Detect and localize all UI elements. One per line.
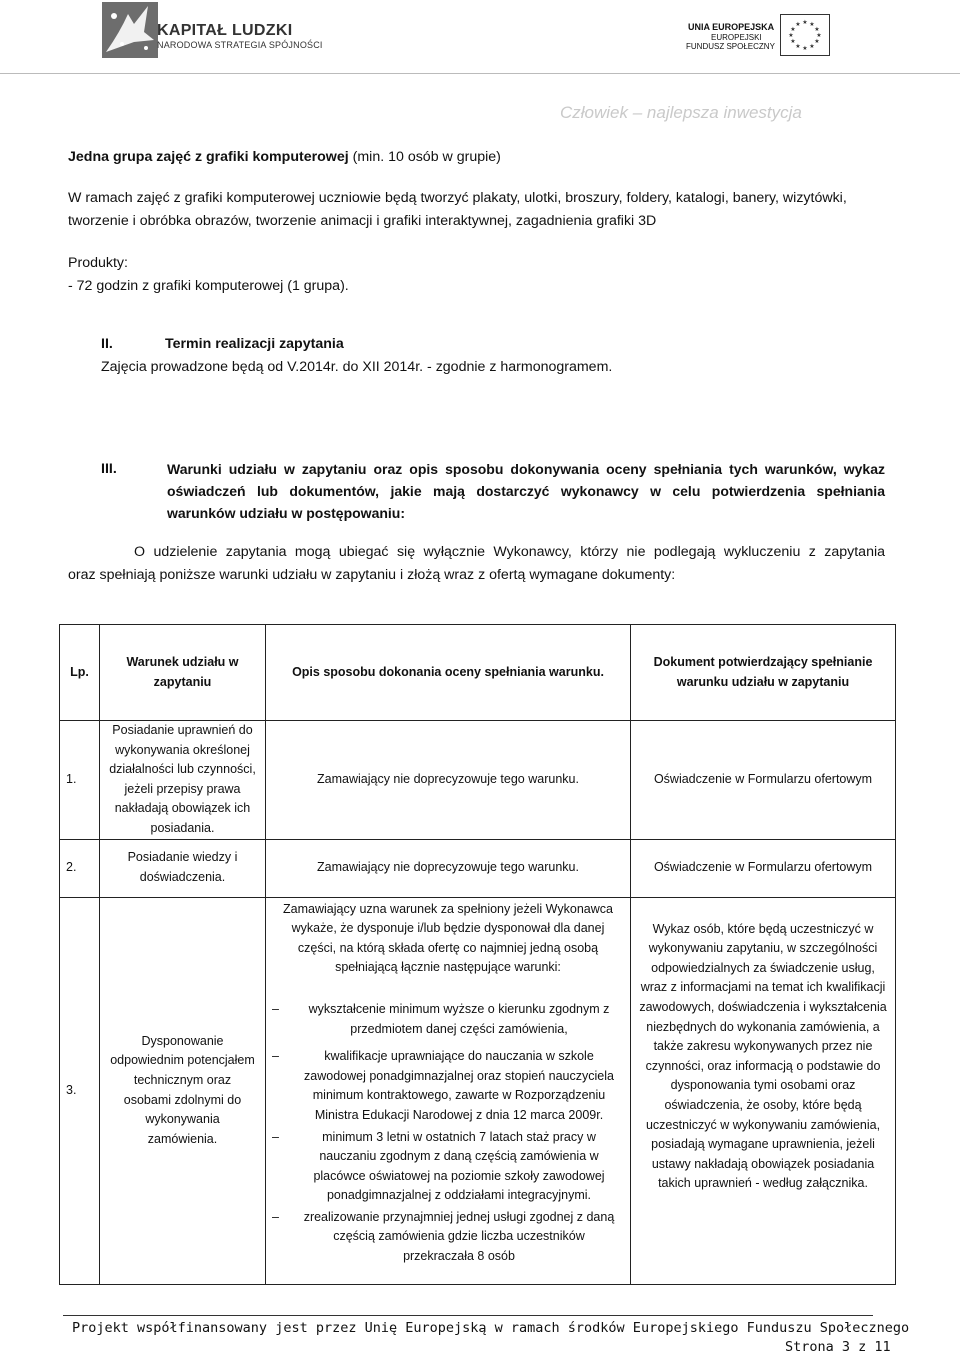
footer-text: Projekt współfinansowany jest przez Unię Europejską w ramach środków Europejskiego Funduszu Społecznego: [72, 1320, 910, 1336]
table-row: [60, 721, 896, 840]
row1-lp: 1.: [60, 721, 100, 840]
row3-lp: 3.: [60, 897, 100, 1284]
row1-condition: [100, 721, 266, 840]
footer-divider: [63, 1315, 873, 1316]
list-item: – kwalifikacje uprawniające do nauczania w szkole zawodowej ponadgimnazjalnej oraz stopień nauczyciela minimum kontraktowego, zawarte w Rozporządzeniu Ministra Edukacji Narodowej z dnia 12 marca 2009r.: [272, 1049, 614, 1122]
svg-text:★: ★: [790, 26, 796, 33]
group-title-normal: (min. 10 osób w grupie): [348, 149, 501, 165]
svg-text:★: ★: [802, 45, 808, 52]
header-condition: [100, 625, 266, 721]
svg-text:★: ★: [795, 43, 801, 50]
products-item: - 72 godzin z grafiki komputerowej (1 grupa).: [68, 278, 349, 294]
row1-assessment: Zamawiający nie doprecyzowuje tego warunku.: [266, 721, 631, 840]
logo-left-subtitle: NARODOWA STRATEGIA SPÓJNOŚCI: [157, 40, 323, 50]
page-number: Strona 3 z 11: [785, 1339, 891, 1355]
row2-assessment: Zamawiający nie doprecyzowuje tego warunku.: [266, 839, 631, 897]
section2-title: Termin realizacji zapytania: [165, 336, 344, 352]
group-title-bold: Jedna grupa zajęć z grafiki komputerowej: [68, 149, 349, 165]
section3-number: III.: [101, 461, 117, 477]
list-item: – wykształcenie minimum wyższe o kierunku zgodnym z przedmiotem danej części zamówienia,: [272, 1001, 610, 1036]
eu-flag-icon: [780, 14, 830, 56]
list-item: – zrealizowanie przynajmniej jednej usługi zgodnej z daną częścią zamówienia gdzie liczba uczestników przekraczała 8 osób: [272, 1209, 615, 1264]
section2-text: Zajęcia prowadzone będą od V.2014r. do XII 2014r. - zgodnie z harmonogramem.: [101, 359, 613, 375]
row3-assessment-intro: Zamawiający uzna warunek za spełniony jeżeli Wykonawca wykaże, że dysponuje i/lub będzie dysponował dla danej części, na którą składa ofertę co najmniej jedną osobą spełniającą łącznie następujące warunki:: [283, 901, 613, 975]
section3-title-b: warunków udziału w postępowaniu:: [167, 505, 406, 521]
list-item: – minimum 3 letni w ostatnich 7 latach staż pracy w nauczaniu zgodnym z daną częścią zamówienia w placówce oświatowej na poziomie szkoły zawodowej ponadgimnazjalnej z oddziałami integracyjnymi.: [272, 1129, 605, 1203]
kapital-ludzki-logo-icon: [100, 2, 160, 58]
header-document: [631, 625, 896, 721]
requirements-table: [59, 624, 896, 1285]
header-assessment: Opis sposobu dokonania oceny spełniania warunku.: [266, 625, 631, 721]
svg-text:★: ★: [809, 21, 815, 28]
row2-condition-text: Posiadanie wiedzy i doświadczenia.: [127, 850, 238, 885]
logo-right-line3: FUNDUSZ SPOŁECZNY: [686, 42, 775, 51]
products-label: Produkty:: [68, 255, 128, 271]
logo-right-line1: UNIA EUROPEJSKA: [688, 22, 775, 32]
svg-text:★: ★: [814, 26, 820, 33]
intro-line2: oraz spełniają poniższe warunki udziału w zapytaniu i złożą wraz z ofertą wymagane dokumenty:: [68, 567, 676, 583]
section2-number: II.: [101, 336, 113, 352]
section3-title: [167, 458, 885, 524]
header-condition-text: Warunek udziału w zapytaniu: [126, 654, 239, 689]
row3-condition-text: Dysponowanie odpowiednim potencjałem technicznym oraz osobami zdolnymi do wykonywania zamówienia.: [110, 1033, 255, 1146]
svg-text:★: ★: [788, 32, 794, 39]
header-divider: [0, 73, 960, 74]
intro-line1: O udzielenie zapytania mogą ubiegać się wyłącznie Wykonawcy, którzy nie podlegają wykluczeniu z zapytania: [134, 544, 885, 560]
description-line1: W ramach zajęć z grafiki komputerowej uczniowie będą tworzyć plakaty, ulotki, broszury, foldery, katalogi, banery, wizytówki,: [68, 190, 847, 206]
slogan: Człowiek – najlepsza inwestycja: [560, 103, 802, 122]
row3-condition: [100, 897, 266, 1284]
section3-title-a: Warunki udziału w zapytaniu oraz opis sposobu dokonywania oceny spełniania tych warunków, wykaz oświadczeń lub dokumentów, jakie mają dostarczyć wykonawcy w celu potwierdzenia spełniania: [167, 461, 885, 499]
row2-lp: 2.: [60, 839, 100, 897]
row2-document: Oświadczenie w Formularzu ofertowym: [631, 839, 896, 897]
row1-condition-text: Posiadanie uprawnień do wykonywania określonej działalności lub czynności, jeżeli przepisy prawa nakładają obowiązek ich posiadania.: [109, 723, 256, 835]
svg-text:★: ★: [802, 19, 808, 26]
table-row: [60, 839, 896, 897]
description-line2: tworzenie i obróbka obrazów, tworzenie animacji i grafiki interaktywnej, zagadnienia grafiki 3D: [68, 213, 657, 229]
logo-right-line2: EUROPEJSKI: [711, 33, 762, 42]
svg-text:★: ★: [809, 43, 815, 50]
svg-text:★: ★: [816, 32, 822, 39]
header-document-text: Dokument potwierdzający spełnianie warunku udziału w zapytaniu: [653, 654, 873, 689]
group-title: [68, 146, 501, 169]
table-header-row: [60, 625, 896, 721]
svg-text:★: ★: [795, 21, 801, 28]
row3-document-text: Wykaz osób, które będą uczestniczyć w wykonywaniu zapytaniu, w szczególności odpowiedzialnych za świadczenie usług, wraz z informacjami na temat ich kwalifikacji zawodowych, doświadczenia i wykształcenia niezbędnych do wykonania zamówienia, a także zakresu wykonywanych przez nie czynności, oraz informacją o podstawie do dysponowania tymi osobami oraz oświadczenia, że osoby, które będą uczestniczyć w wykonywaniu zamówienia, posiadają wymagane uprawnienia, jeżeli ustawy nakładają obowiązek posiadania takich uprawnień - według załącznika.: [639, 921, 887, 1191]
row3-document: [631, 897, 896, 1284]
row3-assessment: [266, 897, 631, 1284]
logo-left-title: KAPITAŁ LUDZKI: [157, 22, 293, 39]
header-lp: Lp.: [60, 625, 100, 721]
svg-text:★: ★: [790, 38, 796, 45]
svg-text:★: ★: [814, 38, 820, 45]
row2-condition: [100, 839, 266, 897]
table-row: [60, 897, 896, 1284]
row1-document: Oświadczenie w Formularzu ofertowym: [631, 721, 896, 840]
